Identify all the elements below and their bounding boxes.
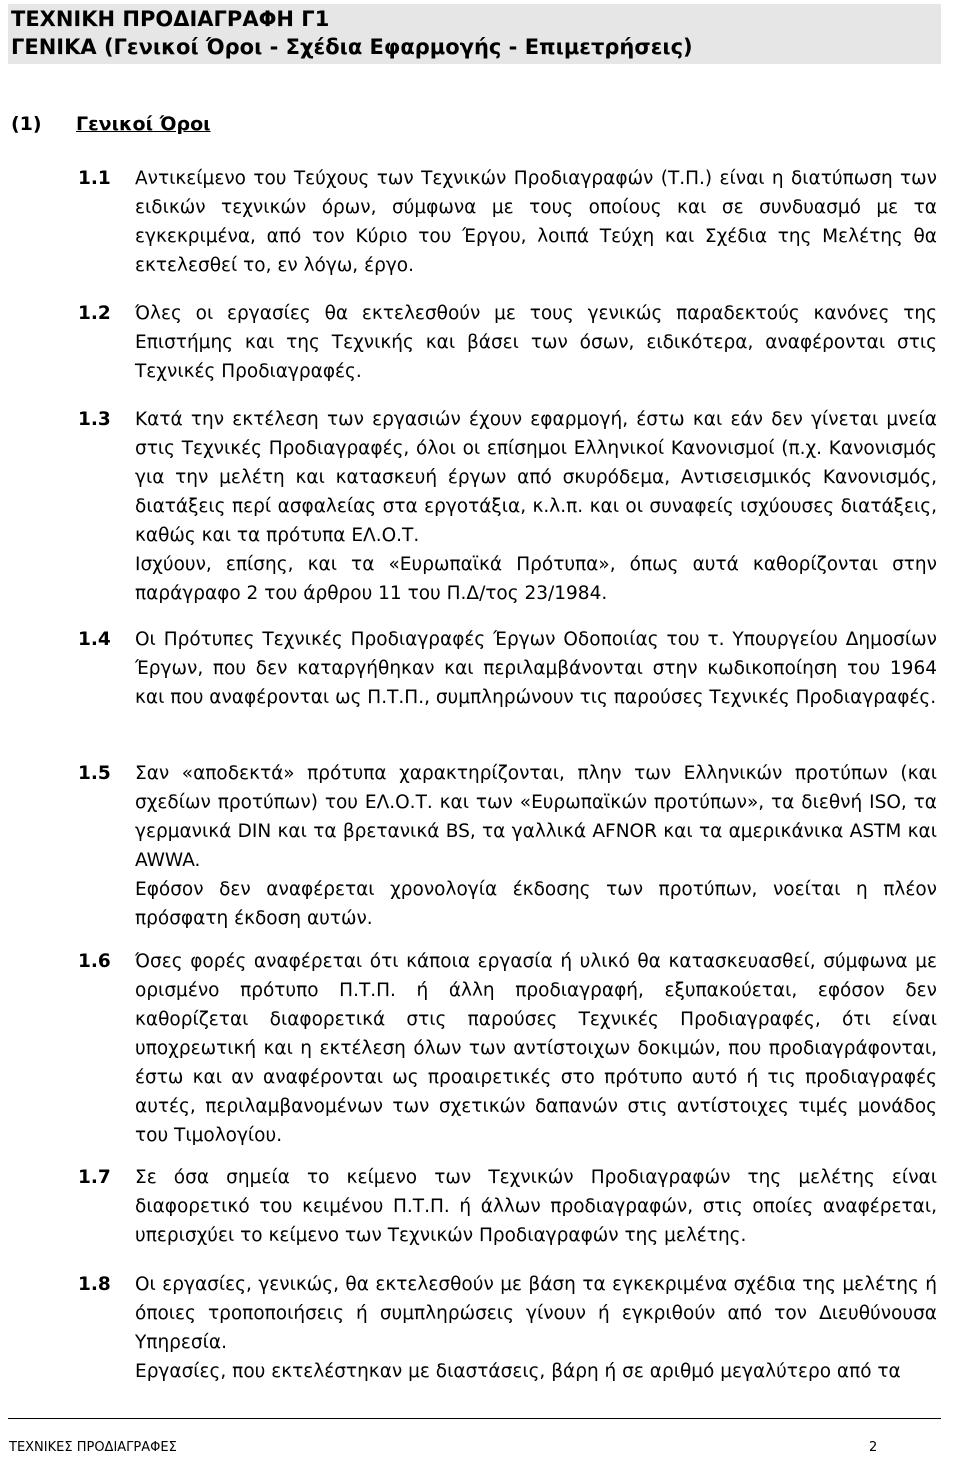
document-title: ΤΕΧΝΙΚΗ ΠΡΟΔΙΑΓΡΑΦΗ Γ1 (11, 7, 330, 31)
clause-paragraph: Σαν «αποδεκτά» πρότυπα χαρακτηρίζονται, πλην των Ελληνικών προτύπων (και σχεδίων προτύπων) του ΕΛ.Ο.Τ. και των «Ευρωπαϊκών προτύπων», τα διεθνή ISO, τα γερμανικά DIN και τα βρετανικά BS, τα γαλλικά AFNOR και τα αμερικάνικα ASTM και AWWA. (135, 763, 937, 871)
page-number: 2 (869, 1440, 878, 1455)
clause-text (135, 759, 937, 933)
footer-document-label: ΤΕΧΝΙΚΕΣ ΠΡΟΔΙΑΓΡΑΦΕΣ (9, 1440, 177, 1455)
clause-paragraph: Οι εργασίες, γενικώς, θα εκτελεσθούν με βάση τα εγκεκριμένα σχέδια της μελέτης ή όποιες τροποποιήσεις ή συμπληρώσεις γίνουν ή εγκριθούν από τον Διευθύνουσα Υπηρεσία. (135, 1274, 937, 1353)
clause-paragraph: Όλες οι εργασίες θα εκτελεσθούν με τους γενικώς παραδεκτούς κανόνες της Επιστήμης και της Τεχνικής και βάσει των όσων, ειδικότερα, αναφέρονται στις Τεχνικές Προδιαγραφές. (135, 303, 937, 382)
section-title: Γενικοί Όροι (76, 113, 211, 135)
clause-number: 1.2 (78, 303, 111, 324)
clause-paragraph: Οι Πρότυπες Τεχνικές Προδιαγραφές Έργων Οδοποιίας του τ. Υπουργείου Δημοσίων Έργων, που δεν καταργήθηκαν και περιλαμβάνονται στην κωδικοποίηση του 1964 και που αναφέρονται ως Π.Τ.Π., συμπληρώνουν τις παρούσες Τεχνικές Προδιαγραφές. (135, 629, 937, 708)
clause-text (135, 947, 937, 1150)
clause-number: 1.7 (78, 1167, 111, 1188)
section-heading (11, 111, 211, 137)
clause-number: 1.4 (78, 629, 111, 650)
clause-paragraph: Εφόσον δεν αναφέρεται χρονολογία έκδοσης των προτύπων, νοείται η πλέον πρόσφατη έκδοση αυτών. (135, 879, 937, 929)
clause-text (135, 299, 937, 386)
clause-paragraph: Ισχύουν, επίσης, και τα «Ευρωπαϊκά Πρότυπα», όπως αυτά καθορίζονται στην παράγραφο 2 του άρθρου 11 του Π.Δ/τος 23/1984. (135, 554, 937, 604)
document-subtitle: ΓΕΝΙΚΑ (Γενικοί Όροι - Σχέδια Εφαρμογής - Επιμετρήσεις) (11, 35, 693, 59)
clause-paragraph: Σε όσα σημεία το κείμενο των Τεχνικών Προδιαγραφών της μελέτης είναι διαφορετικό του κειμένου Π.Τ.Π. ή άλλων προδιαγραφών, στις οποίες αναφέρεται, υπερισχύει το κείμενο των Τεχνικών Προδιαγραφών της μελέτης. (135, 1167, 937, 1246)
clause-paragraph: Αντικείμενο του Τεύχους των Τεχνικών Προδιαγραφών (Τ.Π.) είναι η διατύπωση των ειδικών τεχνικών όρων, σύμφωνα με τους οποίους και σε συνδυασμό με τα εγκεκριμένα, από τον Κύριο του Έργου, λοιπά Τεύχη και Σχέδια της Μελέτης θα εκτελεσθεί το, εν λόγω, έργο. (135, 168, 937, 276)
clause-paragraph: Κατά την εκτέλεση των εργασιών έχουν εφαρμογή, έστω και εάν δεν γίνεται μνεία στις Τεχνικές Προδιαγραφές, όλοι οι επίσημοι Ελληνικοί Κανονισμοί (π.χ. Κανονισμός για την μελέτη και κατασκευή έργων από σκυρόδεμα, Αντισεισμικός Κανονισμός, διατάξεις περί ασφαλείας στα εργοτάξια, κ.λ.π. και οι συναφείς ισχύουσες διατάξεις, καθώς και τα πρότυπα ΕΛ.Ο.Τ. (135, 409, 937, 546)
clause-text (135, 1270, 937, 1386)
clause-paragraph: Όσες φορές αναφέρεται ότι κάποια εργασία ή υλικό θα κατασκευασθεί, σύμφωνα με ορισμένο πρότυπο Π.Τ.Π. ή άλλη προδιαγραφή, εξυπακούεται, εφόσον δεν καθορίζεται διαφορετικά στις παρούσες Τεχνικές Προδιαγραφές, ότι είναι υποχρεωτική και η εκτέλεση όλων των αντίστοιχων δοκιμών, που προδιαγράφονται, έστω και αν αναφέρονται ως προαιρετικές στο πρότυπο αυτό ή τις προδιαγραφές αυτές, περιλαμβανομένων των σχετικών δαπανών στις αντίστοιχες τιμές μονάδος του Τιμολογίου. (135, 951, 937, 1146)
clause-text (135, 1163, 937, 1250)
footer-divider (8, 1418, 941, 1419)
clause-number: 1.3 (78, 409, 111, 430)
clause-text (135, 405, 937, 608)
clause-text (135, 164, 937, 280)
clause-number: 1.6 (78, 951, 111, 972)
section-number: (1) (11, 113, 42, 135)
clause-paragraph: Εργασίες, που εκτελέστηκαν με διαστάσεις, βάρη ή σε αριθμό μεγαλύτερο από τα (135, 1361, 901, 1382)
clause-text (135, 625, 937, 712)
clause-number: 1.8 (78, 1274, 111, 1295)
clause-number: 1.5 (78, 763, 111, 784)
clause-number: 1.1 (78, 168, 111, 189)
